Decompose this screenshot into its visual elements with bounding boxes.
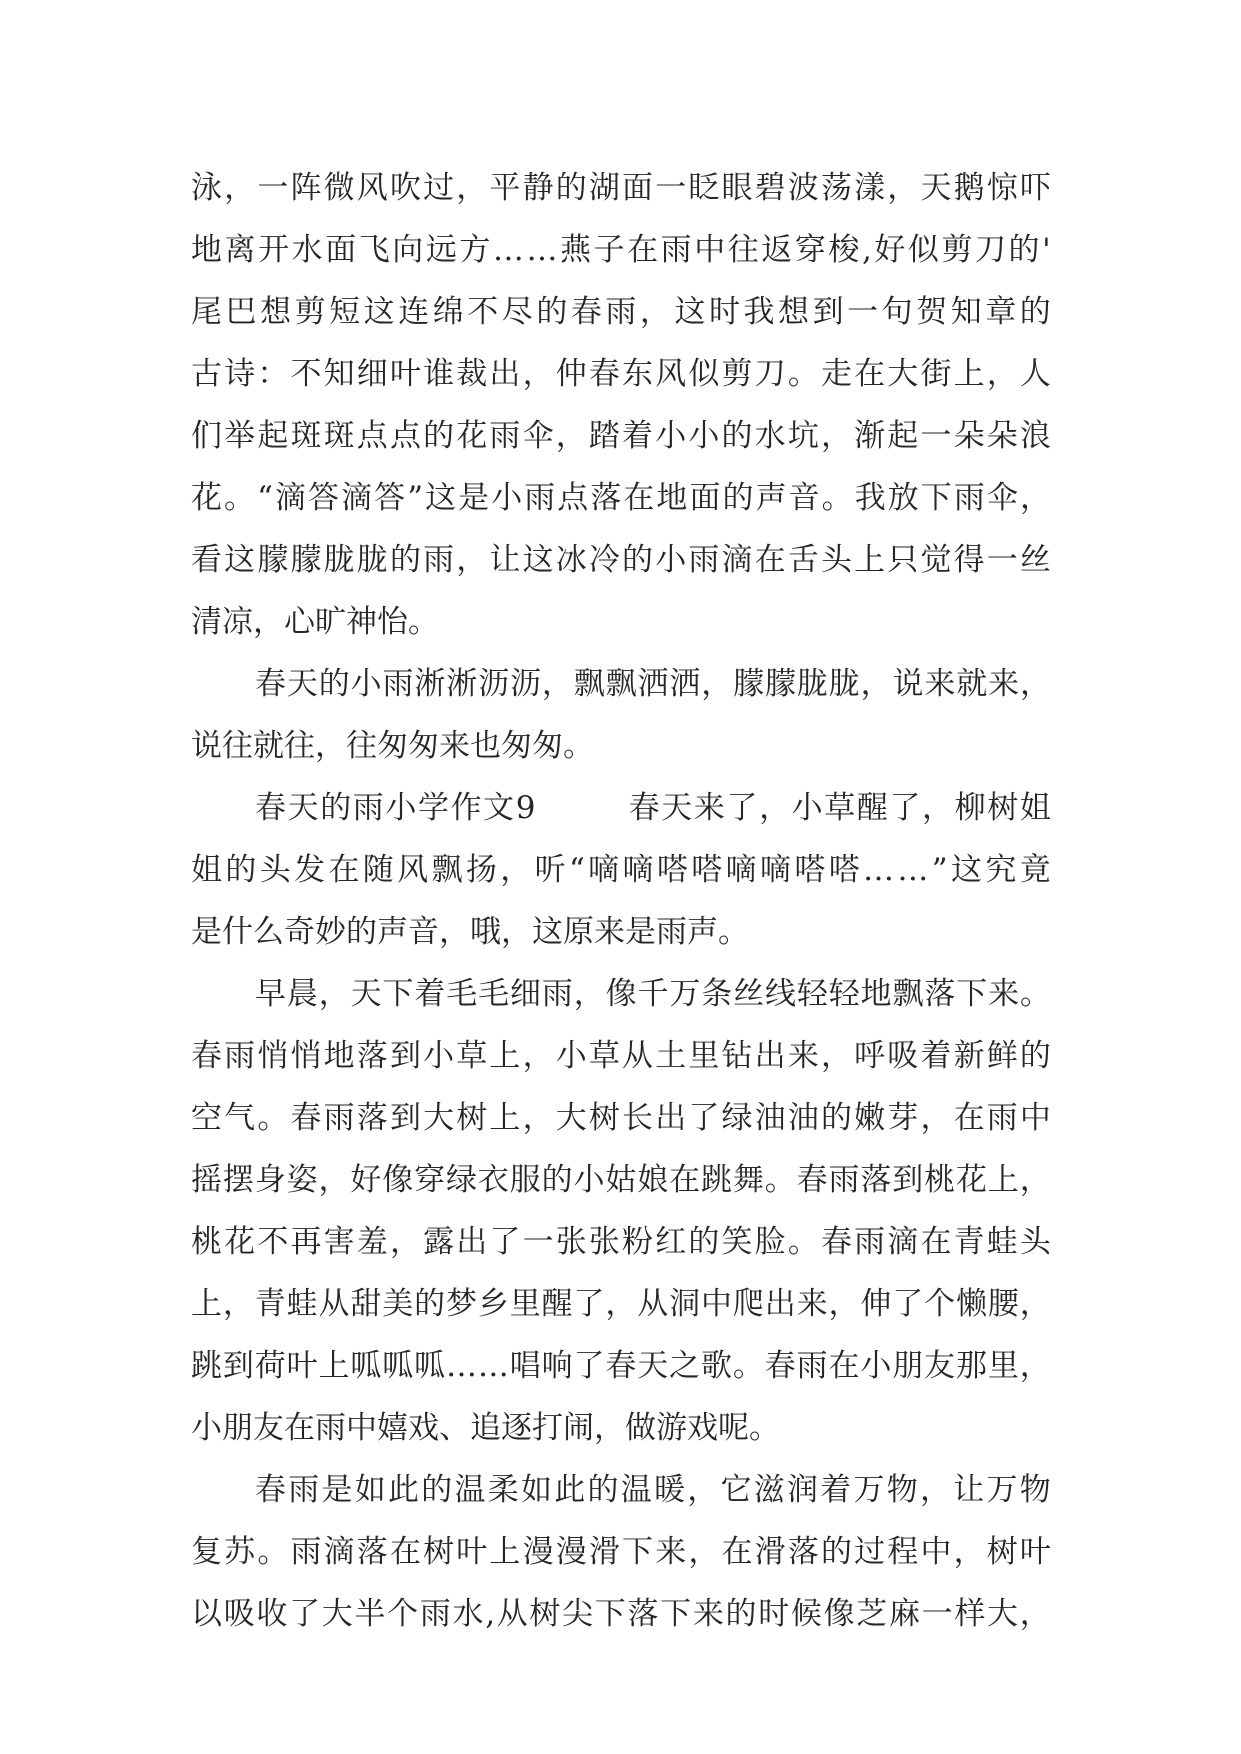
- text-line: 空 气 。 春 雨 落 到 大 树 上 ， 大 树 长 出 了 绿 油 油 的 嫩 芽 ， 在 雨 中: [191, 1100, 1051, 1136]
- text-line: 上 ， 青 蛙 从 甜 美 的 梦 乡 里 醒 了 ， 从 洞 中 爬 出 来 ， 伸 了 个 懒 腰 ，: [191, 1286, 1051, 1322]
- text-line: 地 离 开 水 面 飞 向 远 方 … … 燕 子 在 雨 中 往 返 穿 梭 , 好 似 剪 刀 的 ': [191, 232, 1051, 268]
- text-line: 春 雨 悄 悄 地 落 到 小 草 上 ， 小 草 从 土 里 钻 出 来 ， 呼 吸 着 新 鲜 的: [191, 1038, 1051, 1074]
- text-line: 桃 花 不 再 害 羞 ， 露 出 了 一 张 张 粉 红 的 笑 脸 。 春 雨 滴 在 青 蛙 头: [191, 1224, 1051, 1260]
- text-line: 春 雨 是 如 此 的 温 柔 如 此 的 温 暖 ， 它 滋 润 着 万 物 ， 让 万 物: [255, 1472, 1051, 1508]
- text-line: 早 晨 ， 天 下 着 毛 毛 细 雨 ， 像 千 万 条 丝 线 轻 轻 地 飘 落 下 来 。: [255, 976, 1051, 1012]
- text-line: 小朋友在雨中嬉戏、追逐打闹，做游戏呢。: [191, 1410, 780, 1446]
- text-line: 花 。 “ 滴 答 滴 答 ” 这 是 小 雨 点 落 在 地 面 的 声 音 。 我 放 下 雨 伞 ，: [191, 480, 1051, 516]
- text-line: 以 吸 收 了 大 半 个 雨 水 , 从 树 尖 下 落 下 来 的 时 候 像 芝 麻 一 样 大 ，: [191, 1596, 1051, 1632]
- text-line: 们 举 起 斑 斑 点 点 的 花 雨 伞 ， 踏 着 小 小 的 水 坑 ， 渐 起 一 朵 朵 浪: [191, 418, 1051, 454]
- text-line: 姐 的 头 发 在 随 风 飘 扬 ， 听 “ 嘀 嘀 嗒 嗒 嘀 嘀 嗒 嗒 … … ” 这 究 竟: [191, 852, 1051, 888]
- text-line: 摇 摆 身 姿 ， 好 像 穿 绿 衣 服 的 小 姑 娘 在 跳 舞 。 春 雨 落 到 桃 花 上 ，: [191, 1162, 1051, 1198]
- text-line: 清凉，心旷神怡。: [191, 604, 439, 640]
- text-line: 古 诗 ： 不 知 细 叶 谁 裁 出 ， 仲 春 东 风 似 剪 刀 。 走 在 大 街 上 ， 人: [191, 356, 1051, 392]
- text-line: 说往就往，往匆匆来也匆匆。: [191, 728, 594, 764]
- text-line: 跳 到 荷 叶 上 呱 呱 呱 … … 唱 响 了 春 天 之 歌 。 春 雨 在 小 朋 友 那 里 ，: [191, 1348, 1051, 1384]
- text-line: 尾 巴 想 剪 短 这 连 绵 不 尽 的 春 雨 ， 这 时 我 想 到 一 句 贺 知 章 的: [191, 294, 1051, 330]
- text-line: 看 这 朦 朦 胧 胧 的 雨 ， 让 这 冰 冷 的 小 雨 滴 在 舌 头 上 只 觉 得 一 丝: [191, 542, 1051, 578]
- text-line: 复 苏 。 雨 滴 落 在 树 叶 上 漫 漫 滑 下 来 ， 在 滑 落 的 过 程 中 ， 树 叶: [191, 1534, 1051, 1570]
- text-line: 泳 ， 一 阵 微 风 吹 过 ， 平 静 的 湖 面 一 眨 眼 碧 波 荡 漾 ， 天 鹅 惊 吓: [191, 170, 1051, 206]
- text-line: 春 天 的 小 雨 淅 淅 沥 沥 ， 飘 飘 洒 洒 ， 朦 朦 胧 胧 ， 说 来 就 来 ，: [255, 666, 1051, 702]
- text-line: 是什么奇妙的声音，哦，这原来是雨声。: [191, 914, 749, 950]
- text-line: 春 天 的 雨 小 学 作 文 9 春 天 来 了 ， 小 草 醒 了 ， 柳 树 姐: [255, 790, 1051, 826]
- body-text: [191, 157, 1051, 1645]
